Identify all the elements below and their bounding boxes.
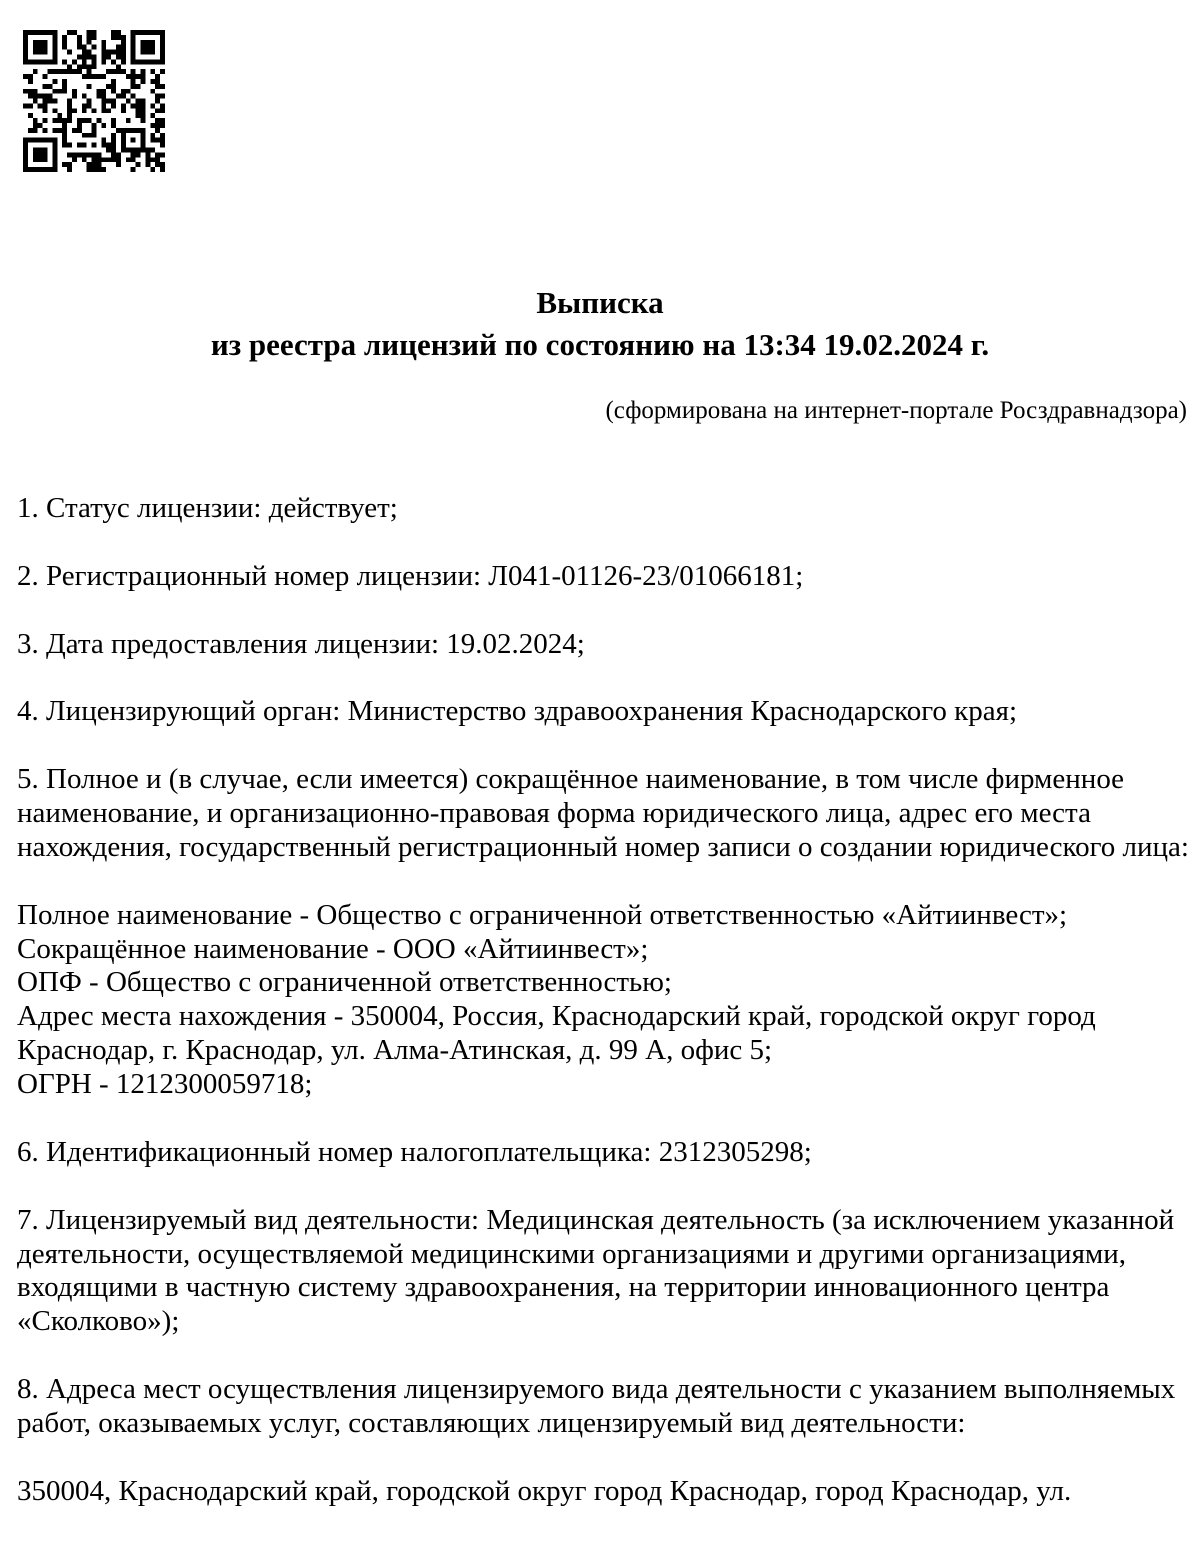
text-line: Сокращённое наименование - ООО «Айтиинвест»; — [17, 932, 649, 965]
paragraph — [17, 492, 1187, 526]
paragraph — [17, 695, 1187, 729]
qr-code-image — [23, 30, 165, 172]
paragraph — [17, 1475, 1187, 1509]
title-line-2: из реестра лицензий по состоянию на 13:34 19.02.2024 г. — [210, 327, 990, 362]
text-line: ОГРН - 1212300059718; — [17, 1068, 313, 1101]
paragraph — [17, 560, 1187, 594]
paragraph — [17, 1136, 1187, 1170]
document-subtitle: (сформирована на интернет-портале Росздравнадзора) — [605, 397, 1187, 424]
text-line: работ, оказываемых услуг, составляющих лицензируемый вид деятельности: — [17, 1407, 966, 1440]
text-line: нахождения, государственный регистрационный номер записи о создании юридического лица: — [17, 830, 1189, 863]
text-line: наименование, и организационно-правовая форма юридического лица, адрес его места — [17, 797, 1091, 830]
text-line: ОПФ - Общество с ограниченной ответственностью; — [17, 966, 672, 999]
text-line: 5. Полное и (в случае, если имеется) сокращённое наименование, в том числе фирменное — [17, 763, 1125, 796]
text-line: 6. Идентификационный номер налогоплательщика: 2312305298; — [17, 1135, 812, 1168]
text-line: Полное наименование - Общество с ограниченной ответственностью «Айтиинвест»; — [17, 898, 1068, 931]
text-line: 350004, Краснодарский край, городской округ город Краснодар, город Краснодар, ул. — [17, 1474, 1072, 1507]
text-line: 4. Лицензирующий орган: Министерство здравоохранения Краснодарского края; — [17, 695, 1018, 728]
text-line: входящими в частную систему здравоохранения, на территории инновационного центра — [17, 1271, 1110, 1304]
text-line: Адрес места нахождения - 350004, Россия, Краснодарский край, городской округ город — [17, 1000, 1096, 1033]
text-line: 7. Лицензируемый вид деятельности: Медицинская деятельность (за исключением указанной — [17, 1203, 1175, 1236]
paragraph — [17, 628, 1187, 662]
text-line: 2. Регистрационный номер лицензии: Л041-01126-23/01066181; — [17, 559, 804, 592]
text-line: 1. Статус лицензии: действует; — [17, 492, 398, 524]
title-line-1: Выписка — [536, 285, 664, 320]
text-line: деятельности, осуществляемой медицинскими организациями и другими организациями, — [17, 1237, 1127, 1270]
paragraph — [17, 1204, 1187, 1340]
text-line: «Сколково»); — [17, 1305, 180, 1338]
paragraph — [17, 763, 1187, 865]
document-body — [17, 492, 1187, 1509]
text-line: 8. Адреса мест осуществления лицензируемого вида деятельности с указанием выполняемых — [17, 1373, 1176, 1406]
text-line: Краснодар, г. Краснодар, ул. Алма-Атинская, д. 99 А, офис 5; — [17, 1034, 773, 1067]
paragraph — [17, 899, 1187, 1102]
document-title — [0, 282, 1200, 366]
paragraph — [17, 1373, 1187, 1441]
text-line: 3. Дата предоставления лицензии: 19.02.2024; — [17, 627, 585, 660]
